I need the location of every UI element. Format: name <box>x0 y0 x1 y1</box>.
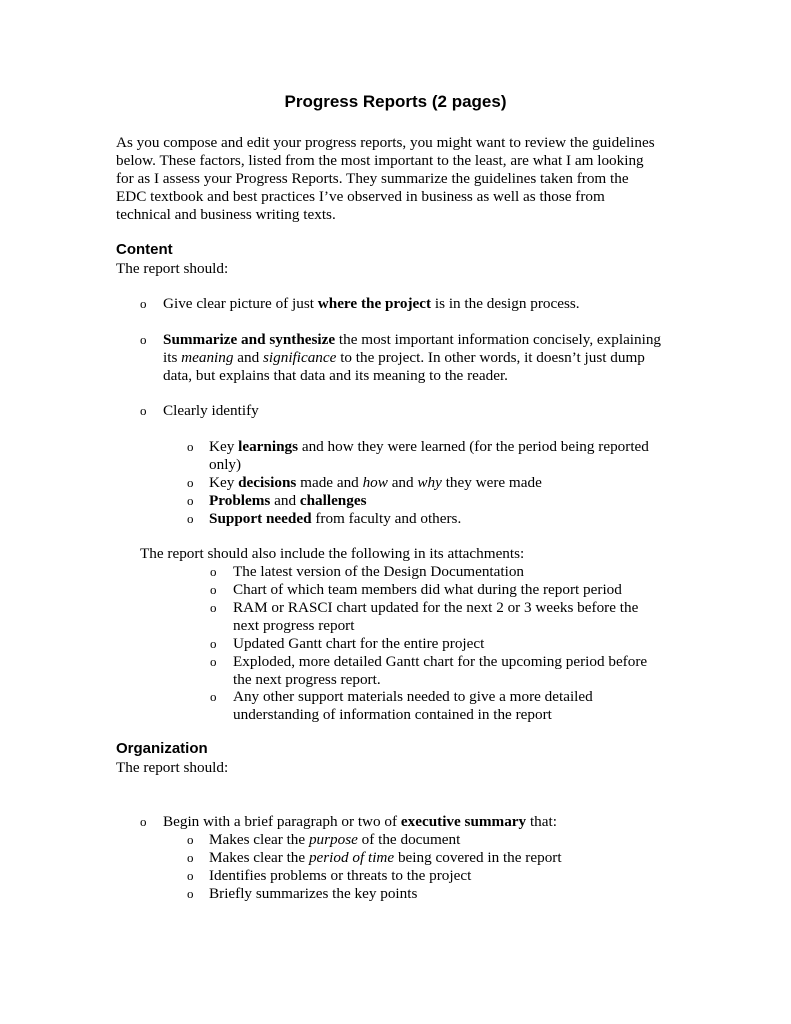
text: Begin with a brief paragraph or two of <box>163 813 401 830</box>
text: to the project. In other words, it doesn’t just dump <box>336 349 645 366</box>
text: its <box>163 349 182 366</box>
attachment-item: Exploded, more detailed Gantt chart for the upcoming period before <box>233 653 648 670</box>
intro-line: EDC textbook and best practices I’ve observed in business as well as those from <box>116 188 605 205</box>
bullet-icon: o <box>187 868 194 883</box>
attachment-item: Updated Gantt chart for the entire project <box>233 635 485 652</box>
organization-lead: The report should: <box>116 759 229 776</box>
bold-text: decisions <box>238 474 297 491</box>
sub-item-problems <box>209 492 367 510</box>
italic-text: how <box>362 474 388 491</box>
text: being covered in the report <box>394 849 562 866</box>
bold-text: learnings <box>238 438 299 455</box>
content-lead: The report should: <box>116 260 229 277</box>
bold-text: Summarize and synthesize <box>163 331 336 348</box>
list-item-summarize-line2 <box>163 349 645 367</box>
italic-text: significance <box>263 349 337 366</box>
attachment-item-continued: next progress report <box>233 617 355 634</box>
sub-item-key-points: Briefly summarizes the key points <box>209 885 418 902</box>
bullet-icon: o <box>210 654 217 669</box>
list-item-where-project <box>163 295 580 313</box>
bullet-icon: o <box>187 475 194 490</box>
bullet-icon: o <box>210 582 217 597</box>
attachment-item: Any other support materials needed to give a more detailed <box>233 688 593 705</box>
text: Key <box>209 438 239 455</box>
intro-line: for as I assess your Progress Reports. They summarize the guidelines taken from the <box>116 170 629 187</box>
text: is in the design process. <box>431 295 580 312</box>
attachment-item: RAM or RASCI chart updated for the next 2 or 3 weeks before the <box>233 599 639 616</box>
text: Makes clear the <box>209 831 309 848</box>
bullet-icon: o <box>187 511 194 526</box>
text: Makes clear the <box>209 849 309 866</box>
bullet-icon: o <box>187 886 194 901</box>
italic-text: period of time <box>308 849 395 866</box>
sub-item-threats: Identifies problems or threats to the project <box>209 867 472 884</box>
bullet-icon: o <box>140 332 147 347</box>
bullet-icon: o <box>187 850 194 865</box>
sub-item-decisions <box>209 474 542 492</box>
page-title: Progress Reports (2 pages) <box>284 92 507 111</box>
text: and <box>387 474 418 491</box>
bullet-icon: o <box>187 832 194 847</box>
text: made and <box>296 474 363 491</box>
bold-text: challenges <box>299 492 367 509</box>
bullet-icon: o <box>140 403 147 418</box>
bullet-icon: o <box>210 600 217 615</box>
bold-text: executive summary <box>400 813 527 830</box>
attachment-item-continued: the next progress report. <box>233 671 381 688</box>
sub-item-period <box>209 849 562 867</box>
list-item-summarize <box>163 331 661 349</box>
text: of the document <box>357 831 461 848</box>
text: Give clear picture of just <box>163 295 318 312</box>
text: they were made <box>441 474 542 491</box>
bullet-icon: o <box>210 689 217 704</box>
attachments-lead: The report should also include the following in its attachments: <box>140 545 525 562</box>
intro-line: As you compose and edit your progress reports, you might want to review the guidelines <box>116 134 655 151</box>
bullet-icon: o <box>187 493 194 508</box>
text: Key <box>209 474 239 491</box>
bullet-icon: o <box>210 564 217 579</box>
bullet-icon: o <box>140 296 147 311</box>
intro-paragraph <box>116 134 686 224</box>
content-heading: Content <box>116 241 173 258</box>
bullet-icon: o <box>187 439 194 454</box>
bold-text: Support needed <box>209 510 312 527</box>
text: and <box>233 349 263 366</box>
list-item-summarize-line3: data, but explains that data and its meaning to the reader. <box>163 367 508 384</box>
bullet-icon: o <box>140 814 147 829</box>
sub-item-learnings <box>209 438 649 456</box>
attachment-item-continued: understanding of information contained in the report <box>233 706 552 723</box>
text: that: <box>526 813 557 830</box>
intro-line: technical and business writing texts. <box>116 206 336 223</box>
bold-text: where the project <box>317 295 432 312</box>
text: the most important information concisely, explaining <box>335 331 662 348</box>
attachment-item: The latest version of the Design Documentation <box>233 563 525 580</box>
italic-text: why <box>417 474 442 491</box>
bullet-icon: o <box>210 636 217 651</box>
intro-line: below. These factors, listed from the most important to the least, are what I am looking <box>116 152 644 169</box>
text: and <box>270 492 300 509</box>
text: from faculty and others. <box>311 510 462 527</box>
list-item-clearly-identify: Clearly identify <box>163 402 259 419</box>
attachment-item: Chart of which team members did what during the report period <box>233 581 622 598</box>
italic-text: purpose <box>308 831 358 848</box>
sub-item-learnings-line2: only) <box>209 456 242 473</box>
bold-text: Problems <box>209 492 271 509</box>
sub-item-support <box>209 510 461 528</box>
list-item-executive-summary <box>163 813 557 831</box>
organization-heading: Organization <box>116 740 208 757</box>
italic-text: meaning <box>181 349 234 366</box>
text: and how they were learned (for the period being reported <box>298 438 649 455</box>
sub-item-purpose <box>209 831 460 849</box>
